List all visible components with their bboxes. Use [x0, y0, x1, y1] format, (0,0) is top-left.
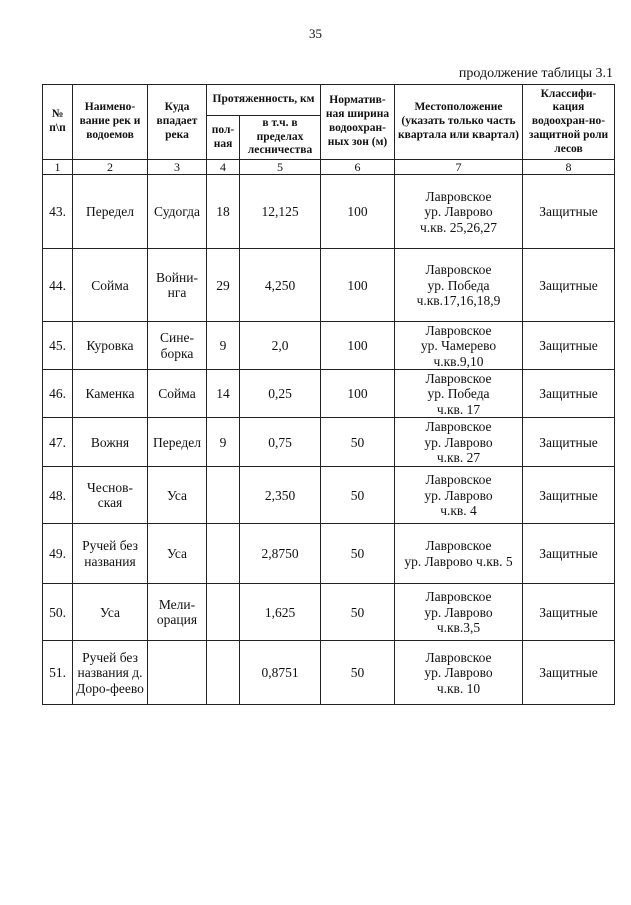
water-bodies-table [42, 84, 615, 705]
location-line: ур. Победа [427, 277, 490, 293]
table-row [43, 370, 615, 418]
table-row [43, 584, 615, 641]
classification: Защитные [523, 641, 615, 705]
length-full [207, 524, 240, 584]
flows-into: Сине-борка [148, 322, 207, 370]
location [395, 584, 523, 641]
location-line: Лавровское [425, 419, 492, 435]
length-full: 9 [207, 418, 240, 467]
water-body-name: Ручей без названия д. Доро-феево [73, 641, 148, 705]
header-length: Протяженность, км [207, 85, 321, 116]
length-full: 29 [207, 249, 240, 322]
zone-width: 100 [321, 322, 395, 370]
table-row [43, 249, 615, 322]
col-number: 4 [207, 160, 240, 175]
col-number: 2 [73, 160, 148, 175]
zone-width: 50 [321, 418, 395, 467]
location-line: ур. Лаврово [424, 434, 493, 450]
location-line: ч.кв.17,16,18,9 [416, 293, 501, 309]
water-body-name: Куровка [73, 322, 148, 370]
location [395, 418, 523, 467]
length-forestry: 4,250 [240, 249, 321, 322]
header-length-full: пол-ная [207, 116, 240, 160]
classification: Защитные [523, 418, 615, 467]
length-full [207, 641, 240, 705]
location [395, 322, 523, 370]
length-full: 9 [207, 322, 240, 370]
zone-width: 100 [321, 175, 395, 249]
location-line: ч.кв.9,10 [433, 353, 484, 369]
location [395, 249, 523, 322]
water-body-name: Каменка [73, 370, 148, 418]
flows-into: Мели-орация [148, 584, 207, 641]
length-full: 18 [207, 175, 240, 249]
water-body-name: Передел [73, 175, 148, 249]
flows-into: Сойма [148, 370, 207, 418]
header-name: Наимено-вание рек и водоемов [73, 85, 148, 160]
length-forestry: 0,8751 [240, 641, 321, 705]
water-body-name: Ручей без названия [73, 524, 148, 584]
table-row [43, 467, 615, 524]
zone-width: 50 [321, 524, 395, 584]
location-line: ч.кв.3,5 [436, 620, 481, 636]
location-line: Лавровское [425, 589, 492, 605]
location-line: ур. Победа [427, 386, 490, 402]
row-number: 47. [43, 418, 73, 467]
location [395, 370, 523, 418]
length-full [207, 584, 240, 641]
location-line: Лавровское [425, 262, 492, 278]
zone-width: 100 [321, 370, 395, 418]
location-line: ур. Лаврово [424, 665, 493, 681]
location-line: Лавровское [425, 472, 492, 488]
row-number: 51. [43, 641, 73, 705]
location-line: ур. Лаврово ч.кв. 5 [404, 553, 513, 569]
length-forestry: 0,75 [240, 418, 321, 467]
flows-into: Передел [148, 418, 207, 467]
location-line: Лавровское [425, 649, 492, 665]
table-caption: продолжение таблицы 3.1 [458, 66, 613, 81]
location-line: ч.кв. 27 [436, 450, 481, 466]
flows-into: Уса [148, 467, 207, 524]
length-forestry: 2,350 [240, 467, 321, 524]
length-full: 14 [207, 370, 240, 418]
length-forestry: 2,8750 [240, 524, 321, 584]
location-line: ур. Лаврово [424, 487, 493, 503]
flows-into [148, 641, 207, 705]
water-body-name: Уса [73, 584, 148, 641]
header-length-forestry: в т.ч. в пределах лесничества [240, 116, 321, 160]
table-row [43, 524, 615, 584]
table-row [43, 418, 615, 467]
classification: Защитные [523, 584, 615, 641]
row-number: 46. [43, 370, 73, 418]
row-number: 43. [43, 175, 73, 249]
row-number: 48. [43, 467, 73, 524]
flows-into: Судогда [148, 175, 207, 249]
location [395, 175, 523, 249]
length-forestry: 0,25 [240, 370, 321, 418]
header-class: Классифи-кация водоохран-но-защитной роли лесов [523, 85, 615, 160]
col-number: 7 [395, 160, 523, 175]
col-number: 1 [43, 160, 73, 175]
header-flows-into: Куда впадает река [148, 85, 207, 160]
length-forestry: 12,125 [240, 175, 321, 249]
page-number: 35 [309, 26, 322, 41]
location [395, 467, 523, 524]
row-number: 45. [43, 322, 73, 370]
location-line: ур. Лаврово [424, 604, 493, 620]
table-row [43, 175, 615, 249]
water-body-name: Вожня [73, 418, 148, 467]
col-number: 8 [523, 160, 615, 175]
zone-width: 100 [321, 249, 395, 322]
col-number: 3 [148, 160, 207, 175]
location [395, 641, 523, 705]
header-width: Норматив-ная ширина водоохран-ных зон (м) [321, 85, 395, 160]
classification: Защитные [523, 175, 615, 249]
location-line: ч.кв. 17 [436, 401, 481, 417]
location-line: ч.кв. 25,26,27 [419, 219, 498, 235]
zone-width: 50 [321, 641, 395, 705]
row-number: 50. [43, 584, 73, 641]
zone-width: 50 [321, 584, 395, 641]
table-row [43, 322, 615, 370]
location-line: Лавровское [425, 370, 492, 386]
length-full [207, 467, 240, 524]
location-line: Лавровское [425, 322, 492, 338]
flows-into: Уса [148, 524, 207, 584]
location-line: Лавровское [425, 188, 492, 204]
location-line: ч.кв. 10 [436, 680, 481, 696]
water-body-name: Чеснов-ская [73, 467, 148, 524]
table-row [43, 641, 615, 705]
header-num: № п\п [43, 85, 73, 160]
row-number: 44. [43, 249, 73, 322]
location-line: Лавровское [425, 538, 492, 554]
location [395, 524, 523, 584]
classification: Защитные [523, 524, 615, 584]
classification: Защитные [523, 322, 615, 370]
classification: Защитные [523, 370, 615, 418]
col-number: 6 [321, 160, 395, 175]
col-number: 5 [240, 160, 321, 175]
header-location: Местоположение (указать только часть квартала или квартал) [395, 85, 523, 160]
flows-into: Войни-нга [148, 249, 207, 322]
location-line: ур. Чамерево [420, 338, 497, 354]
classification: Защитные [523, 467, 615, 524]
location-line: ур. Лаврово [424, 204, 493, 220]
length-forestry: 2,0 [240, 322, 321, 370]
classification: Защитные [523, 249, 615, 322]
location-line: ч.кв. 4 [440, 503, 477, 519]
water-body-name: Сойма [73, 249, 148, 322]
zone-width: 50 [321, 467, 395, 524]
length-forestry: 1,625 [240, 584, 321, 641]
row-number: 49. [43, 524, 73, 584]
